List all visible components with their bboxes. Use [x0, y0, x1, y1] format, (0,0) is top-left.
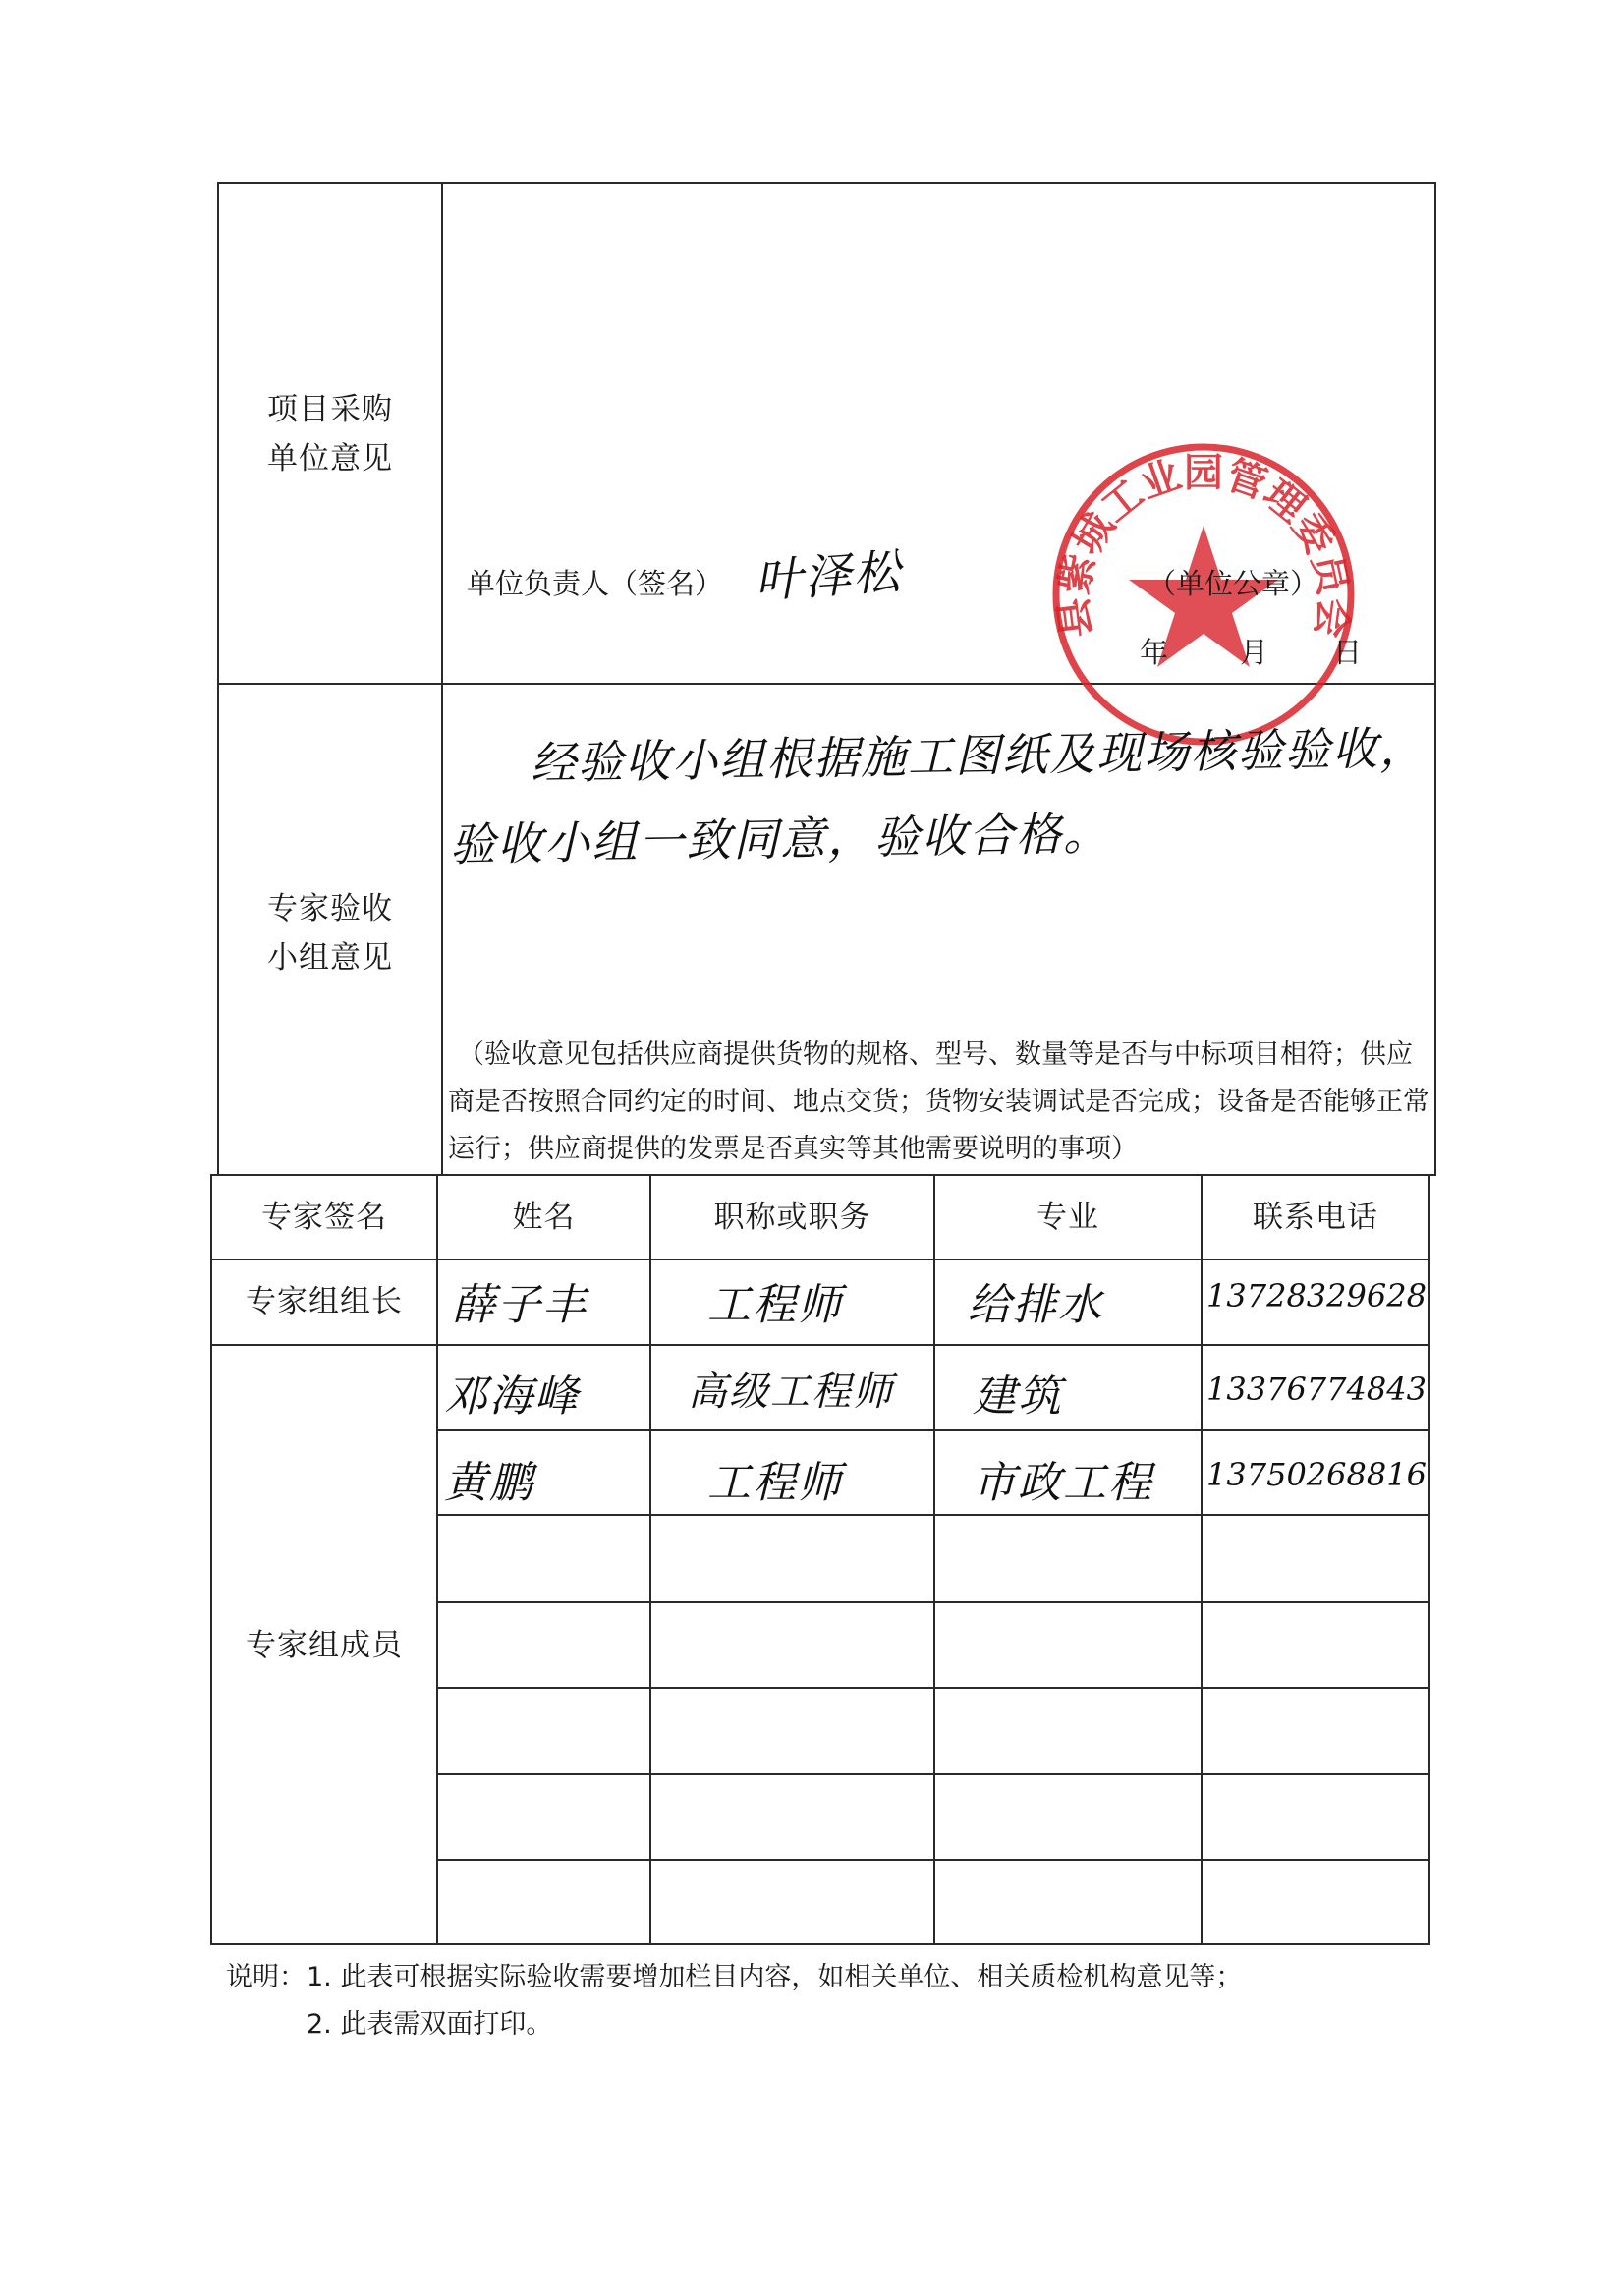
member-1-major: 建筑: [973, 1371, 1063, 1422]
header-name: 姓名: [512, 1200, 576, 1235]
header-phone: 联系电话: [1253, 1200, 1378, 1235]
purchaser-signature: 叶泽松: [753, 543, 905, 610]
label-divider-top: [441, 182, 443, 1176]
date-month: 月: [1240, 636, 1269, 669]
expert-opinion-handwritten-line2: 验收小组一致同意，验收合格。: [449, 807, 1111, 871]
col-divider-1: [649, 1174, 651, 1944]
member-1-title: 高级工程师: [688, 1370, 894, 1415]
row-line-top: [217, 182, 1436, 184]
date-year: 年: [1140, 636, 1169, 669]
row-line-member-2: [438, 1514, 1430, 1516]
notes-item-2: 2. 此表需双面打印。: [307, 2009, 553, 2040]
signer-label: 单位负责人（签名）: [467, 567, 724, 600]
date-day: 日: [1333, 636, 1363, 669]
header-title: 职称或职务: [713, 1200, 871, 1235]
notes-item-1: 1. 此表可根据实际验收需要增加栏目内容，如相关单位、相关质检机构意见等；: [307, 1962, 1243, 1992]
label-divider-bottom: [436, 1174, 438, 1944]
member-1-name: 邓海峰: [444, 1371, 580, 1422]
header-major: 专业: [1036, 1200, 1099, 1235]
notes-prefix: 说明：: [226, 1962, 306, 1992]
frame-left-top: [217, 182, 219, 1176]
member-2-title: 工程师: [707, 1458, 843, 1508]
leader-phone: 13728329628: [1206, 1277, 1427, 1315]
row-line-4: [212, 1344, 1430, 1346]
leader-title: 工程师: [707, 1280, 843, 1330]
row-line-member-5: [438, 1773, 1430, 1775]
frame-right-bottom: [1428, 1174, 1430, 1944]
row-line-3: [212, 1259, 1430, 1260]
frame-right-top: [1434, 182, 1436, 1176]
col-divider-3: [1201, 1174, 1203, 1944]
row-line-member-1: [438, 1429, 1430, 1431]
member-1-phone: 13376774843: [1206, 1371, 1427, 1408]
purchaser-label-line1: 项目采购: [267, 392, 393, 427]
expert-opinion-label-line1: 专家验收: [267, 891, 393, 926]
expert-opinion-handwritten-line1: 经验收小组根据施工图纸及现场核验验收，: [530, 721, 1428, 790]
seal-text: 县紫城工业园管理委员会: [1050, 450, 1357, 641]
leader-major: 给排水: [968, 1280, 1103, 1330]
leader-name: 薛子丰: [452, 1280, 588, 1330]
row-line-bottom: [210, 1943, 1430, 1945]
member-2-major: 市政工程: [973, 1458, 1153, 1508]
seal-label: （单位公章）: [1148, 567, 1319, 600]
row-line-member-4: [438, 1687, 1430, 1689]
row-line-member-6: [438, 1859, 1430, 1861]
expert-opinion-label-line2: 小组意见: [267, 940, 393, 976]
member-2-phone: 13750268816: [1206, 1456, 1427, 1493]
purchaser-label-line2: 单位意见: [267, 441, 393, 476]
expert-opinion-hint: （验收意见包括供应商提供货物的规格、型号、数量等是否与中标项目相符；供应商是否按照合同约定的时间、地点交货；货物安装调试是否完成；设备是否能够正常运行；供应商提供的发票是否真实等其他需要说明的事项）: [448, 1039, 1429, 1164]
row-line-2: [212, 1174, 1434, 1176]
leader-label: 专家组组长: [246, 1284, 403, 1319]
members-label: 专家组成员: [246, 1628, 403, 1663]
header-expert-signature: 专家签名: [261, 1200, 387, 1235]
purchaser-label: [219, 385, 441, 483]
member-2-name: 黄鹏: [444, 1458, 534, 1508]
row-line-member-3: [438, 1601, 1430, 1603]
col-divider-2: [933, 1174, 935, 1944]
expert-opinion-label: [219, 884, 441, 982]
